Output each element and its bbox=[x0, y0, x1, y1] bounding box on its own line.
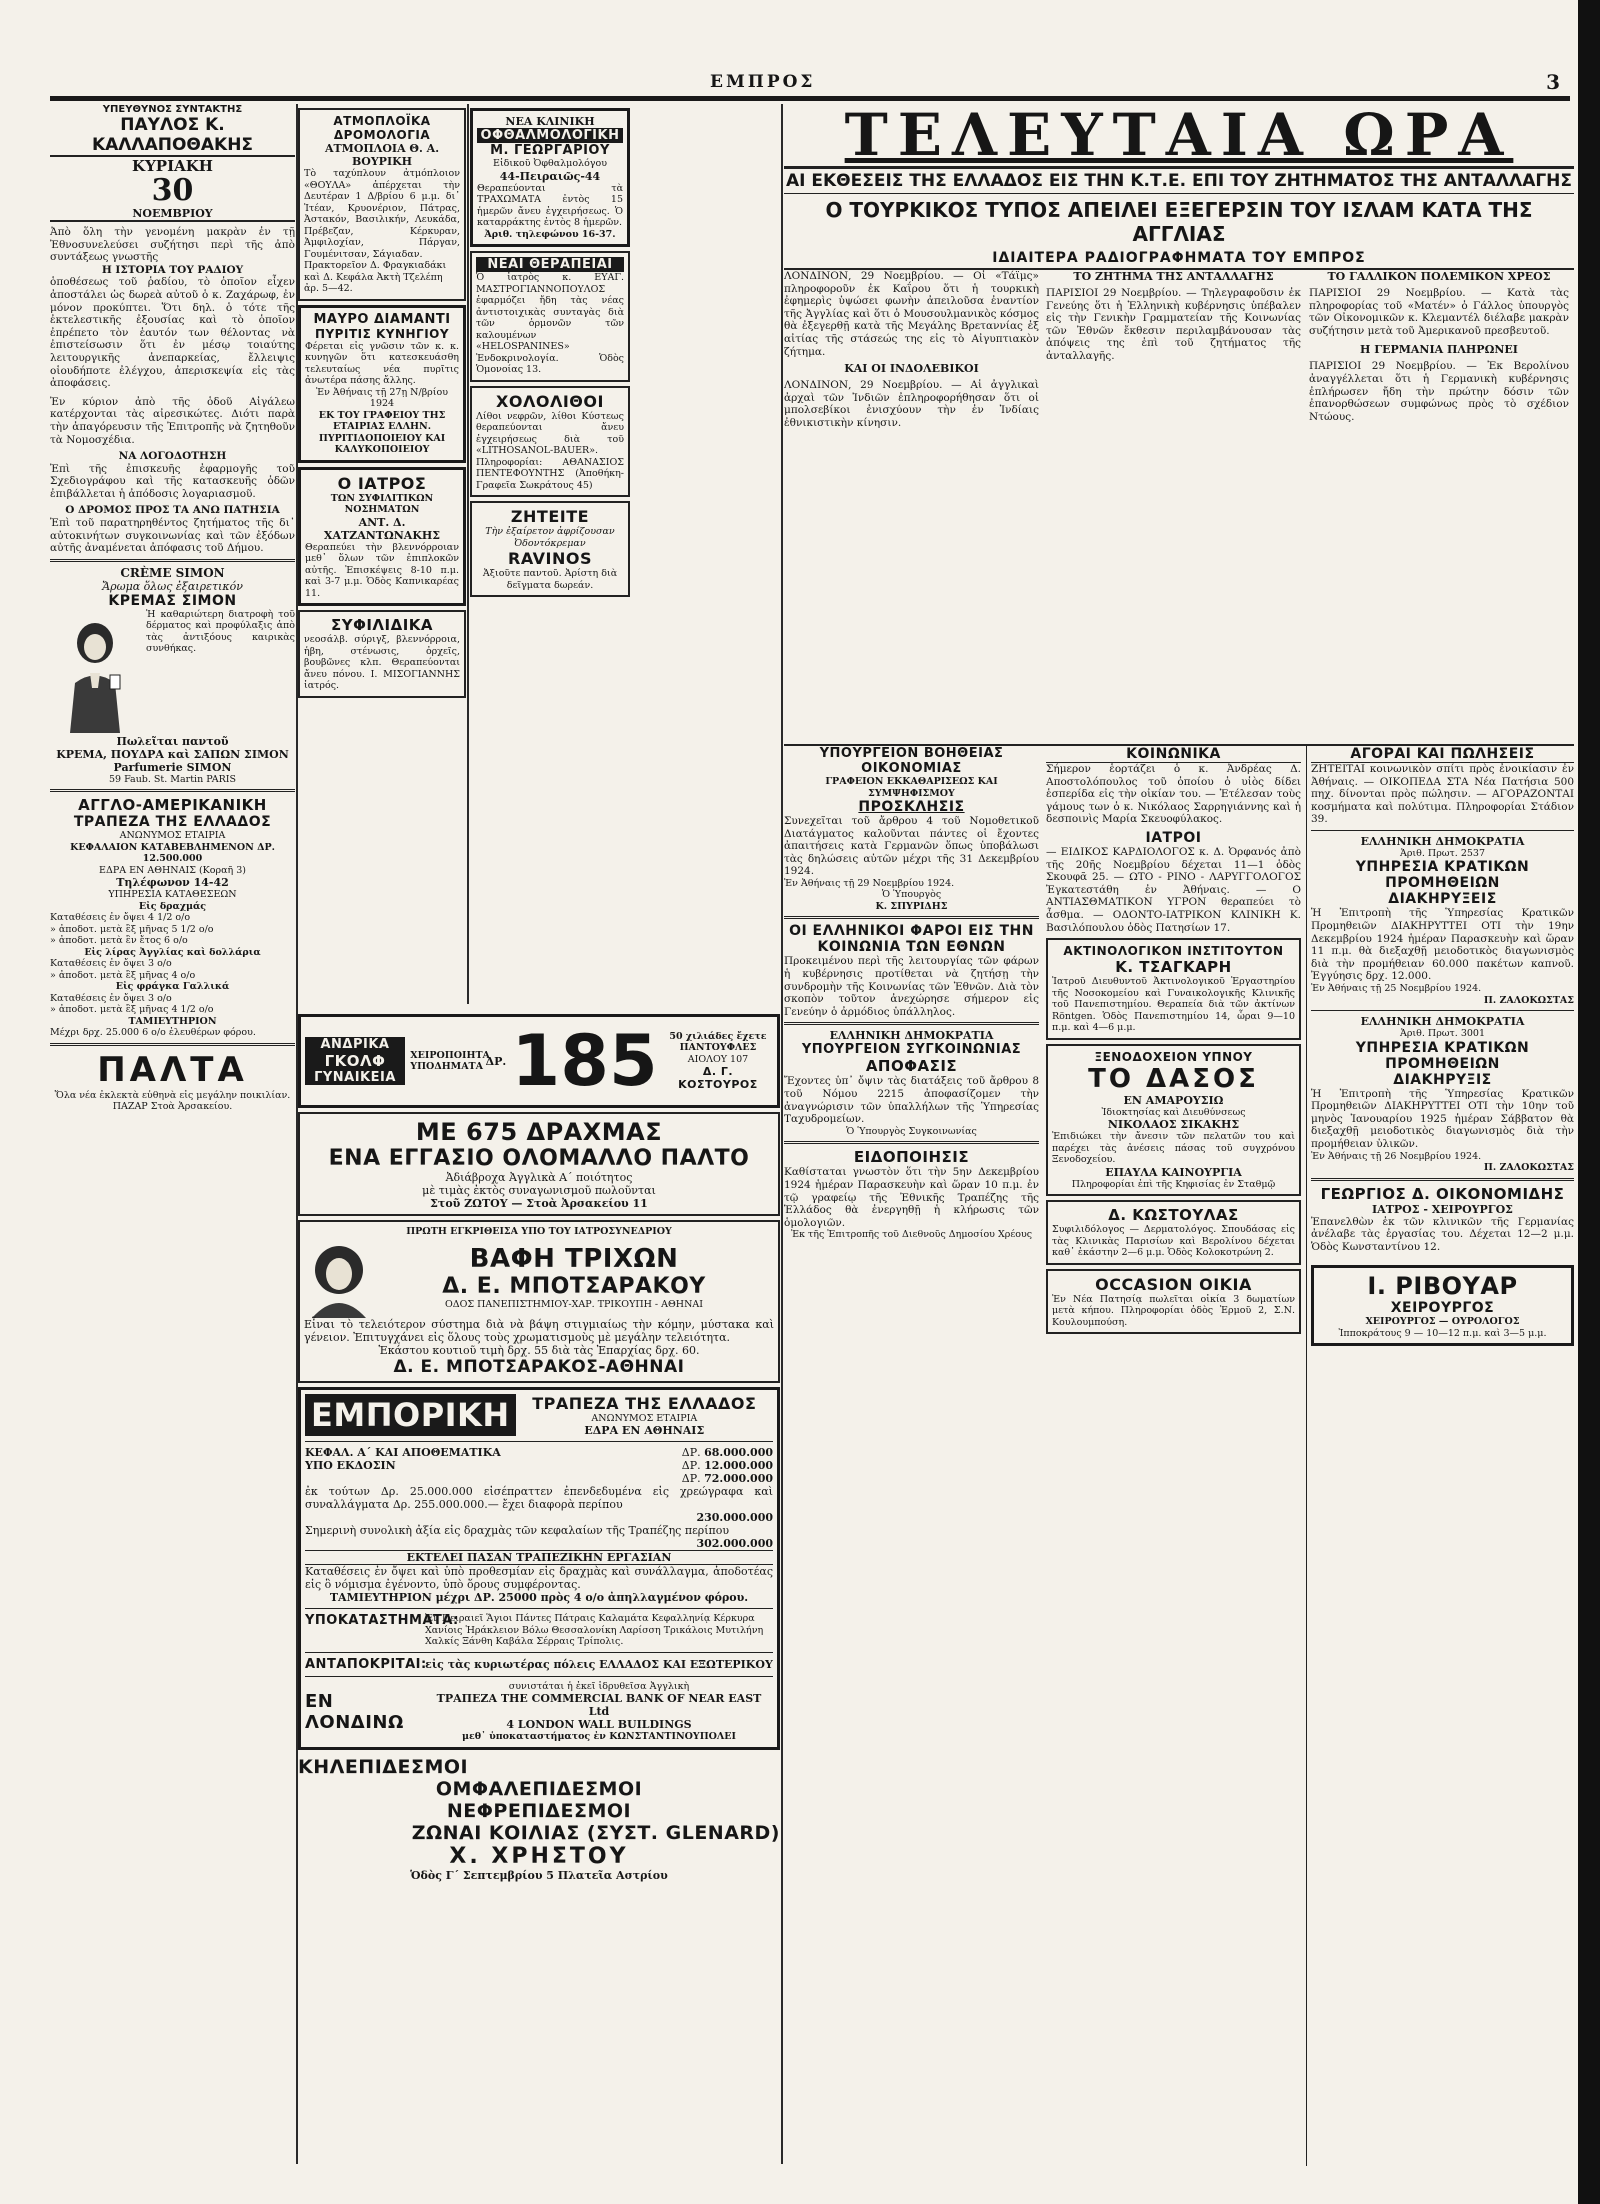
ad-address: ΟΔΟΣ ΠΑΝΕΠΙΣΤΗΜΙΟΥ-ΧΑΡ. ΤΡΙΚΟΥΠΗ - ΑΘΗΝΑΙ bbox=[444, 1299, 704, 1311]
bank-rate-row: Καταθέσεις ἐν ὄψει 4 1/2 ο/ο bbox=[50, 912, 191, 924]
bank-sub: ΑΝΩΝΥΜΟΣ ΕΤΑΙΡΙΑ bbox=[591, 1412, 698, 1424]
headline: ΑΙ ΕΚΘΕΣΕΙΣ ΤΗΣ ΕΛΛΑΔΟΣ ΕΙΣ ΤΗΝ Κ.Τ.Ε. ΕΠΙ ΤΟΥ ΖΗΤΗΜΑΤΟΣ ΤΗΣ ΑΝΤΑΛΛΑΓΗΣ bbox=[784, 166, 1574, 194]
notice-ref: Ἀριθ. Πρωτ. 2537 bbox=[1399, 847, 1486, 859]
hotel-location: ΕΝ ΑΜΑΡΟΥΣΙΩ bbox=[1123, 1093, 1224, 1107]
dermatologist-ad bbox=[1046, 1200, 1301, 1265]
coat-ad bbox=[298, 1112, 780, 1216]
notice-date: Ἐν Ἀθήναις τῇ 26 Νοεμβρίου 1924. bbox=[1311, 1150, 1482, 1162]
bank-title: ΤΡΑΠΕΖΑ ΤΗΣ ΕΛΛΑΔΟΣ bbox=[532, 1393, 757, 1413]
ad-title: OCCASION ΟΙΚΙΑ bbox=[1095, 1274, 1252, 1294]
owner-name: ΝΙΚΟΛΑΟΣ ΣΙΚΑΚΗΣ bbox=[1107, 1118, 1240, 1132]
ad-text: Ἐν Νέα Πατησίᾳ πωλεῖται οἰκία 3 δωματίων μετὰ κήπου. Πληροφορίαι ὁδὸς Ἐρμοῦ 2, Σ.Ν. Κουλουμπούση. bbox=[1052, 1293, 1295, 1328]
doctor-ad bbox=[298, 467, 466, 607]
article-heading: ΤΟ ΖΗΤΗΜΑ ΤΗΣ ΑΝΤΑΛΛΑΓΗΣ bbox=[1073, 270, 1274, 283]
surgeon-ad bbox=[1311, 1265, 1574, 1346]
ad-subtitle: ΑΤΜΟΠΛΟΙΑ Θ. Α. ΒΟΥΡΙΚΗ bbox=[324, 142, 440, 168]
ad-text: Λίθοι νεφρῶν, λίθοι Κύστεως θεραπεύονται ἄνευ ἐγχειρήσεως διὰ τοῦ «LITHOSANOL-BAUER». Πληροφορίαι: ΑΘΑΝΑΣΙΟΣ ΠΕΝΤΕΦΟΥΝΤΗΣ (Ἀποθήκη-Γραφεῖα Σωκράτους 45) bbox=[476, 410, 624, 491]
ad-name: Δ. Ε. ΜΠΟΤΣΑΡΑΚΟΥ bbox=[442, 1274, 706, 1300]
page-number: 3 bbox=[1546, 70, 1560, 94]
london-address: 4 LONDON WALL BUILDINGS bbox=[506, 1718, 692, 1731]
ad-address: Ὁδὸς Γ΄ Σεπτεμβρίου 5 Πλατεῖα Αστρίου bbox=[410, 1868, 668, 1882]
lower-col-2 bbox=[1046, 746, 1301, 1338]
currency: ΔΡ. bbox=[681, 1459, 701, 1472]
notice-title: ΥΠΗΡΕΣΙΑ ΚΡΑΤΙΚΩΝ ΠΡΟΜΗΘΕΙΩΝ bbox=[1355, 859, 1530, 892]
ad-text: Ἀξιοῦτε παντοῦ. Ἀρίστη διὰ δεῖγματα δωρεάν. bbox=[482, 568, 618, 591]
ad-title: Ο ΙΑΤΡΟΣ bbox=[337, 473, 427, 493]
notice-top: ΕΛΛΗΝΙΚΗ ΔΗΜΟΚΡΑΤΙΑ bbox=[829, 1029, 994, 1043]
ad-title: ΚΗΛΕΠΙΔΕΣΜΟΙ bbox=[298, 1755, 469, 1778]
ad-title: ΝΕΑΙ ΘΕΡΑΠΕΙΑΙ bbox=[476, 257, 624, 272]
bank-phone: Τηλέφωνον 14-42 bbox=[116, 876, 229, 890]
cap-label: ΥΠΟ ΕΚΔΟΣΙΝ bbox=[305, 1459, 396, 1472]
ad-text: Ἀδιάβροχα Ἀγγλικὰ Α΄ ποιότητος bbox=[445, 1171, 633, 1184]
palta-text: Ὅλα νέα ἐκλεκτὰ εὐθηνὰ εἰς μεγάλην ποικιλίαν. ΠΑΖΑΡ Στοὰ Ἀρσακείου. bbox=[54, 1089, 291, 1113]
correspondents-text: εἰς τὰς κυριωτέρας πόλεις ΕΛΛΑΔΟΣ ΚΑΙ ΕΞΩΤΕΡΙΚΟΥ bbox=[425, 1657, 773, 1671]
bank-seat: ΕΔΡΑ ΕΝ ΑΘΗΝΑΙΣ bbox=[584, 1424, 705, 1437]
bank-rate-row: Μέχρι δρχ. 25.000 6 ο/ο ἐλευθέρων φόρου. bbox=[50, 1027, 256, 1039]
ad-name: Κ. ΤΣΑΓΚΑΡΗ bbox=[1115, 958, 1232, 977]
doctor-sub: ΧΕΙΡΟΥΡΓΟΣ — ΟΥΡΟΛΟΓΟΣ bbox=[1365, 1316, 1520, 1328]
syphilis-ad bbox=[298, 610, 466, 698]
issue-month: ΝΟΕΜΒΡΙΟΥ bbox=[50, 207, 295, 222]
ad-text: ΕΠΑΥΛΑ ΚΑΙΝΟΥΡΓΙΑ bbox=[1105, 1165, 1242, 1179]
ad-title: ΝΕΦΡΕΠΙΔΕΣΜΟΙ bbox=[446, 1799, 632, 1822]
bank-name: ΕΜΠΟΡΙΚΗ bbox=[305, 1394, 516, 1436]
notice-sign: Κ. ΣΠΥΡΙΔΗΣ bbox=[875, 900, 948, 912]
ad-name: Χ. ΧΡΗΣΤΟΥ bbox=[449, 1843, 629, 1869]
bank-value: 302.000.000 bbox=[696, 1537, 773, 1550]
editor-name: ΠΑΥΛΟΣ Κ. ΚΑΛΛΑΠΟΘΑΚΗΣ bbox=[50, 115, 295, 157]
doctor-title: ΙΑΤΡΟΣ - ΧΕΙΡΟΥΡΓΟΣ bbox=[1372, 1202, 1513, 1216]
notice-sign: Π. ΖΑΛΟΚΩΣΤΑΣ bbox=[1483, 994, 1574, 1006]
woman-portrait-illustration bbox=[304, 1238, 374, 1318]
bank-value: 230.000.000 bbox=[696, 1511, 773, 1524]
bank-rate-row: » ἀποδοτ. μετὰ ἓν ἔτος 6 ο/ο bbox=[50, 935, 188, 947]
article-text: ΛΟΝΔΙΝΟΝ, 29 Νοεμβρίου. — Αἱ ἀγγλικαὶ ἀρχαὶ τῶν Ἰνδιῶν ἐπληροφορήθησαν ὅτι οἱ μπολσεβίκοι ἐνισχύουν τὴν ἐν Ἰνδίαις ἐθνικιστικὴν κίνησιν. bbox=[784, 379, 1039, 429]
ad-text: Συφιλιδόλογος — Δερματολόγος. Σπουδάσας εἰς τὰς Κλινικὰς Παρισίων καὶ Βερολίνου δέχεται καθ᾿ ἑκάστην 2—6 μ.μ. Ὁδὸς Κολοκοτρώνη 2. bbox=[1052, 1224, 1295, 1259]
branches-list: Ἐν Πειραιεῖ Ἅγιοι Πάντες Πάτραις Καλαμάτα Κεφαλληνίᾳ Κέρκυρα Χανίοις Ἡράκλειον Βόλω Θεσσαλονίκη Λαρίσση Τρικάλοις Μυτιλήνη Χαλκίς Ξάνθη Καβάλα Σέρραις Τρίπολις. bbox=[425, 1613, 764, 1647]
ad-subtitle: ΠΥΡΙΤΙΣ ΚΥΝΗΓΙΟΥ bbox=[314, 326, 450, 341]
house-ad bbox=[1046, 1269, 1301, 1335]
ad-title: ΜΑΥΡΟ ΔΙΑΜΑΝΤΙ bbox=[313, 311, 451, 327]
ad-text: ΑΝΔΡΙΚΑ bbox=[305, 1037, 405, 1052]
ad-title: ΖΗΤΕΙΤΕ bbox=[510, 507, 590, 526]
notice-text: Ἡ Ἐπιτροπὴ τῆς Ὑπηρεσίας Κρατικῶν Προμηθειῶν ΔΙΑΚΗΡΥΤΤΕΙ ΟΤΙ τὴν 19ην Δεκεμβρίου 1924 ἡμέραν Παρασκευὴν καὶ ὥραν 11 π.μ. θὰ διεξαχθῇ μειοδοτικὸς διαγωνισμὸς διὰ τὴν προμήθειαν 60.000 πακέτων καπνοῦ. Ἐγγύησις δρχ. 12.000. bbox=[1311, 907, 1574, 983]
bank-sub: ΑΝΩΝΥΜΟΣ ΕΤΑΙΡΙΑ bbox=[119, 830, 226, 842]
ad-heading: CRÈME SIMON bbox=[120, 565, 225, 580]
bank-rate-row: Εἰς λίρας Ἀγγλίας καὶ δολλάρια bbox=[84, 946, 261, 958]
doctor-name: Μ. ΓΕΩΡΓΑΡΙΟΥ bbox=[490, 143, 610, 158]
ad-title: ΟΜΦΑΛΕΠΙΔΕΣΜΟΙ bbox=[435, 1777, 643, 1800]
ad-text: Εἰδικοῦ Ὀφθαλμολόγου bbox=[493, 158, 607, 169]
ad-text: Ἐπιδιώκει τὴν ἄνεσιν τῶν πελατῶν του καὶ παρέχει τὰς ἀνέσεις πάσας τοῦ συγχρόνου Ξενοδοχείου. bbox=[1052, 1131, 1295, 1166]
notice-heading: ΔΙΑΚΗΡΥΞΕΙΣ bbox=[1388, 891, 1497, 908]
doctor-name: ΑΝΤ. Δ. ΧΑΤΖΑΝΤΩΝΑΚΗΣ bbox=[323, 515, 441, 542]
ad-footer: Δ. Ε. ΜΠΟΤΣΑΡΑΚΟΣ-ΑΘΗΝΑΙ bbox=[393, 1356, 685, 1377]
article-heading: Η ΙΣΤΟΡΙΑ ΤΟΥ ΡΑΔΙΟΥ bbox=[101, 263, 244, 276]
shoes-ad bbox=[298, 1014, 780, 1108]
bank-rate-row: Εἰς δραχμάς bbox=[138, 900, 207, 912]
notice-text: Ἔχοντες ὑπ᾿ ὄψιν τὰς διατάξεις τοῦ ἄρθρου 8 τοῦ Νόμου 2215 ἀποφασίζομεν τὴν ἀναγνώρισιν τῶν ὑπαλλήλων τῆς Ὑπηρεσίας Ταχυδρομείων. bbox=[784, 1075, 1039, 1126]
notice-text: Συνεχεῖται τοῦ ἄρθρου 4 τοῦ Νομοθετικοῦ Διατάγματος καλοῦνται πάντες οἱ ἔχοντες ἀπαιτήσεις κατὰ Γερμανῶν ὅπως ὑποβάλωσι τὰς δηλώσεις αὐτῶν μέχρι τῆς 31 Δεκεμβρίου 1924. bbox=[784, 815, 1039, 878]
main-news-area bbox=[784, 101, 1574, 2164]
ad-text: Εἶναι τὸ τελειότερον σύστημα διὰ νὰ βάψη στιγμιαίως τὴν κόμην, μύστακα καὶ γένειον. Ἐπιτυγχάνει εἰς ὅλους τοὺς χρωματισμοὺς μὲ μεγάλην τελειότητα. bbox=[304, 1317, 774, 1344]
notice-ref: Ἀριθ. Πρωτ. 3001 bbox=[1399, 1028, 1486, 1040]
news-col-2 bbox=[1046, 270, 1301, 363]
page-headline: ΤΕΛΕΥΤΑΙΑ ΩΡΑ bbox=[844, 101, 1514, 169]
ad-address: Στοῦ ΖΩΤΟΥ — Στοὰ Ἀρσακείου 11 bbox=[430, 1197, 648, 1210]
article-text: ΛΟΝΔΙΝΟΝ, 29 Νοεμβρίου. — Οἱ «Τάϊμς» πληροφοροῦν ἐκ Καΐρου ὅτι ἡ τουρκικὴ ἐφημερὶς ὑψώσει φωνὴν ἀπειλοῦσα ἐναντίον τῆς Ἀγγλίας καὶ ὅτι ὁ Μουσουλμανικὸς κόσμος θὰ ἐξεγερθῇ κατὰ τῆς Μεγάλης Βρεταννίας ἐξ αἰτίας τῆς στάσεώς της εἰς τὸ Αἰγυπτιακὸν ζήτημα. bbox=[784, 270, 1039, 358]
section-heading: ΙΑΤΡΟΙ bbox=[1145, 829, 1202, 846]
doctor-text: Ἐπανελθὼν ἐκ τῶν κλινικῶν τῆς Γερμανίας ἀνέλαβε τὰς ἐργασίας του. Δέχεται 12—2 μ.μ. Ὁδὸς Κωνσταντίνου 12. bbox=[1311, 1215, 1574, 1253]
price-value: 185 bbox=[511, 1020, 658, 1102]
ad-left bbox=[305, 1037, 405, 1085]
bank-rate-row: ΤΑΜΙΕΥΤΗΡΙΟΝ bbox=[128, 1015, 217, 1027]
article-text: ὁποθέσεως τοῦ ῥαδίου, τὸ ὁποῖον εἶχεν ἀποστάλει ὡς δωρεὰ αὐτοῦ ὁ κ. Ζαχάρωφ, ἐν μόνον προκύπτει. Ὅτι δηλ. ὁ τότε τῆς ἐκτελεστικῆς ἐξουσίας καὶ τὸ ὁποῖον ἐπρέπετο τὸν ἑαυτόν των θέλοντας νὰ ἐπιστείσωσιν ὅτι ἐν μέσῳ τοιαύτης λειτουργικῆς ἀνεπαρκείας, ἔλλειψις οἱουδήποτε ἐλέγχου, ἀπερισκεψία εἰς τὰς ἀποφάσεις. bbox=[50, 276, 295, 390]
doctor-title: ΧΕΙΡΟΥΡΓΟΣ bbox=[1390, 1300, 1495, 1317]
bank-text: Καταθέσεις ἐν ὄψει καὶ ὑπὸ προθεσμίαν εἰς δραχμὰς καὶ συνάλλαγμα, ἀποδοτέας εἰς ὃ νόμισμα ἐγένοντο, ὑπὸ ὅρους συμφέροντας. bbox=[305, 1565, 773, 1591]
scan-edge bbox=[1578, 0, 1600, 2204]
ad-top: ΠΡΩΤΗ ΕΓΚΡΙΘΕΙΣΑ ΥΠΟ ΤΟΥ ΙΑΤΡΟΣΥΝΕΔΡΙΟΥ bbox=[406, 1226, 672, 1237]
currency: ΔΡ. bbox=[681, 1472, 701, 1485]
ad-text: Parfumerie SIMON bbox=[113, 760, 232, 774]
shop-name: Δ. Γ. ΚΟΣΤΟΥΡΟΣ bbox=[678, 1065, 758, 1092]
ad-text: 50 χιλιάδες ἔχετε ΠΑΝΤΟΥΦΛΕΣ bbox=[669, 1030, 767, 1054]
ad-title: ΜΕ 675 ΔΡΑΧΜΑΣ bbox=[415, 1118, 663, 1146]
notice-date: Ἐν Ἀθήναις τῇ 29 Νοεμβρίου 1924. bbox=[784, 877, 955, 889]
newspaper-name: ΕΜΠΡΟΣ bbox=[710, 72, 816, 92]
notice-title: ΥΠΗΡΕΣΙΑ ΚΡΑΤΙΚΩΝ ΠΡΟΜΗΘΕΙΩΝ bbox=[1355, 1039, 1530, 1072]
bank-text: ἐκ τούτων Δρ. 25.000.000 εἰσέπραττεν ἐπενδεδυμένα εἰς χρεώγραφα καὶ συναλλάγματα Δρ. 255.000.000.— ἔχει διαφορὰ περίπου bbox=[305, 1485, 773, 1511]
ad-body bbox=[374, 1244, 774, 1311]
steamship-ad bbox=[298, 108, 466, 301]
ad-text: Ἰδιοκτησίας καὶ Διευθύνσεως bbox=[1101, 1106, 1246, 1118]
masthead bbox=[50, 70, 1570, 101]
column-rule bbox=[781, 104, 783, 2164]
bank-title: ΑΓΓΛΟ-ΑΜΕΡΙΚΑΝΙΚΗ bbox=[78, 796, 267, 815]
doctor-name: Ι. ΡΙΒΟΥΑΡ bbox=[1367, 1272, 1518, 1301]
notice-top: ΕΛΛΗΝΙΚΗ ΔΗΜΟΚΡΑΤΙΑ bbox=[1360, 834, 1525, 848]
bank-service: ΥΠΗΡΕΣΙΑ ΚΑΤΑΘΕΣΕΩΝ bbox=[108, 889, 237, 901]
hotel-name: ΤΟ ΔΑΣΟΣ bbox=[1088, 1063, 1259, 1094]
ad-text: ΓΥΝΑΙΚΕΙΑ bbox=[305, 1070, 405, 1085]
ad-text: Φέρεται εἰς γνῶσιν τῶν κ. κ. κυνηγῶν ὅτι κατεσκευάσθη τελευταίως νέα πυρῖτις ἀνωτέρα πάσης ἄλλης. bbox=[305, 340, 459, 386]
article-heading: ΝΑ ΛΟΓΟΔΟΤΗΣΗ bbox=[118, 450, 227, 463]
news-columns bbox=[784, 270, 1574, 735]
correspondents-label: ΑΝΤΑΠΟΚΡΙΤΑΙ: bbox=[305, 1656, 427, 1672]
ad-text: Ἐν Ἀθήναις τῇ 27ῃ Ν/βρίου 1924 bbox=[315, 386, 448, 409]
truss-ad bbox=[298, 1756, 780, 1882]
ad-text: ΚΡΕΜΑ, ΠΟΥΔΡΑ καὶ ΣΑΠΩΝ ΣΙΜΟΝ bbox=[56, 747, 289, 761]
news-col-3 bbox=[1309, 270, 1569, 423]
bank-savings: ΤΑΜΙΕΥΤΗΡΙΟΝ μέχρι ΔΡ. 25000 πρὸς 4 ο/ο ἀπηλλαγμένον φόρου. bbox=[329, 1591, 749, 1604]
doctor-hours: Ἰπποκράτους 9 — 10—12 π.μ. καὶ 3—5 μ.μ. bbox=[1338, 1327, 1547, 1339]
ad-title: ΖΩΝΑΙ ΚΟΙΛΙΑΣ (ΣΥΣΤ. GLENARD) bbox=[411, 1821, 780, 1844]
therapy-ad bbox=[470, 251, 630, 382]
toothpaste-ad bbox=[470, 501, 630, 597]
notice-top: ΕΛΛΗΝΙΚΗ ΔΗΜΟΚΡΑΤΙΑ bbox=[1360, 1015, 1525, 1029]
ad-text: μὲ τιμὰς ἐκτὸς συναγωνισμοῦ πωλοῦνται bbox=[422, 1184, 656, 1197]
ad-title: ΟΦΘΑΛΜΟΛΟΓΙΚΗ bbox=[477, 128, 623, 143]
ad-text: νεοσάλβ. σύριγξ, βλεννόρροια, ἡβη, στένωσις, ὀρχεῖς, βουβῶνες κλπ. Θεραπεύονται ἄνευ πόνου. Ι. ΜΙΣΟΓΙΑΝΝΗΣ ἰατρός. bbox=[304, 634, 460, 691]
article-text: Ἐν κύριον ἀπὸ τῆς ὁδοῦ Αἰγάλεω κατέρχονται τὰς αἰρεσικώτες. Διότι παρὰ τὴν ἀπαγόρευσιν τῆς Ἐπιτροπῆς νὰ ζητηθοῦν τὰ Νομοσχέδια. bbox=[50, 395, 295, 446]
ad-top: ΝΕΑ ΚΛΙΝΙΚΗ bbox=[505, 115, 595, 128]
ad-title: ΣΥΦΙΛΙΔΙΚΑ bbox=[330, 616, 434, 634]
section-heading: ΑΓΟΡΑΙ ΚΑΙ ΠΩΛΗΣΕΙΣ bbox=[1311, 746, 1574, 763]
notice-heading: ΑΠΟΦΑΣΙΣ bbox=[865, 1057, 958, 1076]
section-heading: ΚΟΙΝΩΝΙΚΑ bbox=[1046, 746, 1301, 763]
column-1 bbox=[50, 104, 295, 2164]
bank-rate-row: Καταθέσεις ἐν ὄψει 3 ο/ο bbox=[50, 958, 172, 970]
ad-title: ΧΟΛΟΛΙΘΟΙ bbox=[496, 391, 604, 411]
article-text: Ἐπὶ τοῦ παρατηρηθέντος ζητήματος τῆς δι᾿ αὐτοκινήτων συγκοινωνίας καὶ τῶν ἐξόδων αὐτῆς ἀναμένεται ἀπόφασις τοῦ Δήμου. bbox=[50, 517, 295, 555]
ad-text: Πωλεῖται παντοῦ bbox=[116, 734, 229, 748]
article-text: ΠΑΡΙΣΙΟΙ 29 Νοεμβρίου. — Τηλεγραφοῦσιν ἐκ Γενεύης ὅτι ἡ Ἑλληνικὴ κυβέρνησις ὑπέβαλεν εἰς τὴν Γενικὴν Γραμματείαν τῆς Κοινωνίας τῶν Ἐθνῶν ἔκθεσιν περιλαμβάνουσαν τὰς ἀπόψεις της ἐπὶ τοῦ ζητήματος τῆς ἀνταλλαγῆς. bbox=[1046, 287, 1301, 362]
capital-value: 68.000.000 bbox=[704, 1446, 773, 1459]
issue-day: ΚΥΡΙΑΚΗ bbox=[132, 157, 213, 175]
notice-date: Ἐν Ἀθήναις τῇ 25 Νοεμβρίου 1924. bbox=[1311, 983, 1482, 995]
social-text: Σήμερον ἑορτάζει ὁ κ. Ἀνδρέας Δ. Αποστολόπουλος τοῦ ὁποίου ὁ υἱὸς δίδει ἑσπερίδα εἰς τὴν οἰκίαν του. — Ἐτέλεσαν τοὺς γάμους των ὁ κ. Νικόλαος Σαρρηγιάννης καὶ ἡ δεσποινὶς Μαρία Σκευοφύλακος. bbox=[1046, 763, 1301, 826]
lower-col-3 bbox=[1306, 746, 1574, 2166]
bank-capital: ΚΕΦΑΛΑΙΟΝ ΚΑΤΑΒΕΒΛΗΜΕΝΟΝ ΔΡ. 12.500.000 bbox=[70, 841, 275, 865]
article-heading: ΚΑΙ ΟΙ ΙΝΔΟΛΕΒΙΚΟΙ bbox=[844, 362, 979, 376]
capital-value: 12.000.000 bbox=[704, 1459, 773, 1472]
article-text: ΠΑΡΙΣΙΟΙ 29 Νοεμβρίου. — Ἐκ Βερολίνου ἀναγγέλλεται ὅτι ἡ Γερμανικὴ κυβέρνησις ἐπλήρωσεν ἤδη τὴν πρώτην δόσιν τῶν ἐπανορθώσεων συμφώνως πρὸς τὸ σχέδιον Ντώους. bbox=[1309, 360, 1569, 423]
price-currency: ΔΡ. bbox=[485, 1054, 507, 1068]
commercial-bank-ad bbox=[298, 1387, 780, 1750]
bank-seat: ΕΔΡΑ ΕΝ ΑΘΗΝΑΙΣ (Κοραῆ 3) bbox=[99, 864, 246, 876]
cap-label: ΚΕΦΑΛ. Α΄ ΚΑΙ ΑΠΟΘΕΜΑΤΙΚΑ bbox=[305, 1446, 501, 1459]
london-text: συνιστάται ἡ ἐκεῖ ἱδρυθεῖσα Ἀγγλικὴ bbox=[508, 1680, 690, 1692]
ad-text: Ἡ καθαριώτερη διατροφὴ τοῦ δέρματος καὶ προφύλαξις ἀπὸ τὰς ἀντιξόους καιρικὰς συνθήκας. bbox=[146, 608, 295, 655]
ad-text: ΕΚ ΤΟΥ ΓΡΑΦΕΙΟΥ ΤΗΣ ΕΤΑΙΡΙΑΣ ΕΛΛΗΝ. ΠΥΡΙΤΙΔΟΠΟΙΕΙΟΥ ΚΑΙ ΚΑΛΥΚΟΠΟΙΕΙΟΥ bbox=[318, 409, 446, 455]
notice-heading: ΕΙΔΟΠΟΙΗΣΙΣ bbox=[853, 1148, 970, 1167]
notice-heading: ΠΡΟΣΚΛΗΣΙΣ bbox=[858, 799, 965, 815]
lower-col-1 bbox=[784, 746, 1039, 1241]
palta-title: ΠΑΛΤΑ bbox=[97, 1049, 248, 1090]
ad-text: 59 Faub. St. Martin PARIS bbox=[108, 773, 237, 785]
notice-heading: ΔΙΑΚΗΡΥΞΙΣ bbox=[1393, 1071, 1492, 1088]
bank-rates-list bbox=[50, 901, 295, 1039]
ad-top: ΞΕΝΟΔΟΧΕΙΟΝ ΥΠΝΟΥ bbox=[1094, 1049, 1253, 1064]
ad-text: ΧΕΙΡΟΠΟΙΗΤΑ ΥΠΟΔΗΜΑΤΑ bbox=[410, 1049, 490, 1072]
article-heading: ΤΟ ΓΑΛΛΙΚΟΝ ΠΟΛΕΜΙΚΟΝ ΧΡΕΟΣ bbox=[1327, 270, 1551, 283]
ad-title: ΑΤΜΟΠΛΟΪΚΑ ΔΡΟΜΟΛΟΓΙΑ bbox=[333, 114, 431, 142]
bank-title: ΤΡΑΠΕΖΑ ΤΗΣ ΕΛΛΑΔΟΣ bbox=[73, 814, 272, 831]
branches-label: ΥΠΟΚΑΤΑΣΤΗΜΑΤΑ: bbox=[305, 1613, 459, 1628]
notice-sign: Ἐκ τῆς Ἐπιτροπῆς τοῦ Διεθνοῦς Δημοσίου Χρέους bbox=[790, 1229, 1033, 1241]
notice-sign: Ὁ Ὑπουργὸς bbox=[881, 889, 942, 901]
lower-columns bbox=[784, 744, 1574, 2166]
issue-day-number: 30 bbox=[151, 173, 194, 208]
headline: Ο ΤΟΥΡΚΙΚΟΣ ΤΥΠΟΣ ΑΠΕΙΛΕΙ ΕΞΕΓΕΡΣΙΝ ΤΟΥ ΙΣΛΑΜ ΚΑΤΑ ΤΗΣ ΑΓΓΛΙΑΣ bbox=[825, 198, 1533, 246]
headline-sub: ΙΔΙΑΙΤΕΡΑ ΡΑΔΙΟΓΡΑΦΗΜΑΤΑ ΤΟΥ ΕΜΠΡΟΣ bbox=[784, 250, 1574, 270]
notice-sign: Π. ΖΑΛΟΚΩΣΤΑΣ bbox=[1483, 1162, 1574, 1173]
ad-address: 44-Πειραιῶς-44 bbox=[499, 169, 601, 183]
wide-ads bbox=[298, 1010, 780, 1882]
ad-address: ΑΙΟΛΟΥ 107 bbox=[687, 1053, 749, 1065]
london-label: ΕΝ ΛΟΝΔΙΝΩ bbox=[305, 1690, 404, 1733]
eye-clinic-ad bbox=[470, 108, 630, 247]
ad-price: Ἑκάστου κουτιοῦ τιμὴ δρχ. 55 διὰ τὰς Ἐπαρχίας δρχ. 60. bbox=[378, 1343, 700, 1357]
london-branch: μεθ᾿ ὑποκαταστήματος ἐν ΚΩΝΣΤΑΝΤΙΝΟΥΠΟΛΕΙ bbox=[462, 1731, 736, 1742]
bank-rate-row: Καταθέσεις ἐν ὄψει 3 ο/ο bbox=[50, 992, 172, 1004]
ad-text: Πρακτορεῖον Δ. Φραγκιαδάκι καὶ Δ. Κεφάλα Ἀκτὴ Τζελέπη ἀρ. 5—42. bbox=[304, 260, 447, 294]
ad-title: ΑΚΤΙΝΟΛΟΓΙΚΟΝ ΙΝΣΤΙΤΟΥΤΟΝ bbox=[1063, 944, 1284, 959]
currency: ΔΡ. bbox=[681, 1446, 701, 1459]
bank-rate-row: » ἀποδοτ. μετὰ ἓξ μῆνας 4 1/2 ο/ο bbox=[50, 1004, 214, 1016]
ad-subheading: Ἄρωμα ὅλως ἐξαιρετικόν bbox=[102, 579, 243, 593]
hotel-ad bbox=[1046, 1044, 1301, 1197]
article-text: Προκειμένου περὶ τῆς λειτουργίας τῶν φάρων ἡ κυβέρνησις προτίθεται νὰ ζητήσῃ τὴν συνδρομὴν τῆς Κοινωνίας τῶν Ἐθνῶν. Διὰ τὸν σκοπὸν τοῦτον ἀνεχώρησε σήμερον εἰς Γενεύην ὁ ἀρμόδιος ὑπάλληλος. bbox=[784, 955, 1039, 1018]
ad-text: Πληροφορίαι ἐπὶ τῆς Κηφισίας ἐν Σταθμῷ bbox=[1071, 1178, 1276, 1190]
bank-text: Σημερινὴ συνολικὴ ἀξία εἰς δραχμὰς τῶν κεφαλαίων τῆς Τραπέζης περίπου bbox=[305, 1524, 730, 1537]
editor-label: ΥΠΕΥΘΥΝΟΣ ΣΥΝΤΑΚΤΗΣ bbox=[102, 104, 243, 115]
article-heading: Ο ΔΡΟΜΟΣ ΠΡΟΣ ΤΑ ΑΝΩ ΠΑΤΗΣΙΑ bbox=[65, 504, 280, 517]
column-rule bbox=[467, 104, 469, 1004]
article-heading: Η ΓΕΡΜΑΝΙΑ ΠΛΗΡΩΝΕΙ bbox=[1360, 343, 1518, 357]
gunpowder-ad bbox=[298, 305, 466, 463]
ad-subtitle: ΤΩΝ ΣΥΦΙΛΙΤΙΚΩΝ ΝΟΣΗΜΑΤΩΝ bbox=[330, 492, 434, 515]
doctors-text: — ΕΙΔΙΚΟΣ ΚΑΡΔΙΟΛΟΓΟΣ κ. Δ. Ὀρφανός ἀπὸ τῆς 20ῆς Νοεμβρίου δέχεται 11—1 ὁδὸς Σκουφᾶ 25. — ΩΤΟ - ΡΙΝΟ - ΛΑΡΥΓΓΟΛΟΓΟΣ Ἐγκατεστάθη ἐν Ἀθήναις. — Ο ΑΝΤΙΑΣΘΜΑΤΙΚΟΝ ΥΓΡΟΝ θεραπεύει τὸ ἆσθμα. — ΟΔΟΝΤΟ-ΙΑΤΡΙΚΟΝ ΚΛΙΝΙΚΗ Κ. Βασιλόπουλου ὁδὸς Πατησίων 17. bbox=[1046, 845, 1301, 934]
classifieds-text: ΖΗΤΕΙΤΑΙ κοινωνικὸν σπίτι πρὸς ἐνοικίασιν ἐν Ἀθήναις. — ΟΙΚΟΠΕΔΑ ΣΤΑ Νέα Πατήσια 500 πηχ. δίνονται πρὸς πώλησιν. — ΑΓΟΡΑΖΟΝΤΑΙ κοσμήματα καὶ πολύτιμα. Πληροφορίαι Στάδιον 39. bbox=[1311, 763, 1574, 826]
london-bank: ΤΡΑΠΕΖΑ THE COMMERCIAL BANK OF NEAR EAST Ltd bbox=[436, 1692, 762, 1718]
woman-illustration bbox=[50, 613, 140, 733]
gallstone-ad bbox=[470, 386, 630, 498]
ad-text: Ἰατροῦ Διευθυντοῦ Ἀκτινολογικοῦ Ἐργαστηρίου τῆς Νοσοκομείου καὶ Γυναικολογικῆς Κλινικῆς τοῦ Πανεπιστημίου. Θεραπεία διὰ τῶν ἀκτίνων Röntgen. Ὁδὸς Πανεπιστημίου 14, ὧραι 9—10 π.μ. καὶ 4—6 μ.μ. bbox=[1052, 976, 1295, 1034]
bank-rate-row: Εἰς φράγκα Γαλλικά bbox=[115, 981, 230, 993]
xray-ad bbox=[1046, 938, 1301, 1040]
brand-name: RAVINOS bbox=[508, 549, 592, 568]
doctor-name: ΓΕΩΡΓΙΟΣ Δ. ΟΙΚΟΝΟΜΙΔΗΣ bbox=[1320, 1184, 1565, 1203]
ad-title: ΕΝΑ ΕΓΓΑΣΙΟ ΟΛΟΜΑΛΛΟ ΠΑΛΤΟ bbox=[328, 1146, 750, 1171]
ad-text: Ὁ ἰατρὸς κ. ΕΥΑΓ. ΜΑΣΤΡΟΓΙΑΝΝΟΠΟΥΛΟΣ ἐφαρμόζει ἤδη τὰς νέας ἀντιστοιχικὰς συνταγὰς διὰ τῶν ὁρμονῶν τῶν καλουμένων «HELOSPANINES» Ἐνδοκρινολογία. Ὁδὸς Ὁμονοίας 13. bbox=[476, 272, 624, 375]
ad-right bbox=[663, 1031, 773, 1092]
ad-text: Θεραπεύει τὴν βλεννόρροιαν μεθ᾿ ὅλων τῶν ἐπιπλοκῶν αὐτῆς. Ἐπισκέψεις 8-10 π.μ. καὶ 3-7 μ.μ. Ὁδὸς Καπνικαρέας 11. bbox=[305, 541, 459, 599]
bank-works: ΕΚΤΕΛΕΙ ΠΑΣΑΝ ΤΡΑΠΕΖΙΚΗΝ ΕΡΓΑΣΙΑΝ bbox=[305, 1550, 773, 1565]
ad-text: Θεραπεύονται τὰ ΤΡΑΧΩΜΑΤΑ ἐντὸς 15 ἡμερῶν ἄνευ ἐγχειρήσεως. Ὁ καταρράκτης ἐντὸς 8 ἡμερῶν. bbox=[477, 182, 623, 228]
notice-text: Καθίσταται γνωστὸν ὅτι τὴν 5ην Δεκεμβρίου 1924 ἡμέραν Παρασκευὴν καὶ ὥραν 10 π.μ. ἐν τῷ γραφείῳ τῆς Ἐθνικῆς Τραπέζης τῆς Ἑλλάδος θὰ ἐνεργηθῇ ἡ κλήρωσις τῶν ὁμολογιῶν. bbox=[784, 1166, 1039, 1229]
news-col-1 bbox=[784, 270, 1039, 430]
notice-title: ΥΠΟΥΡΓΕΙΟΝ ΣΥΓΚΟΙΝΩΝΙΑΣ bbox=[801, 1042, 1022, 1058]
ad-subtitle: Τὴν ἐξαίρετον ἀφρίζουσαν Ὀδοντόκρεμαν bbox=[485, 526, 615, 549]
article-text: ΠΑΡΙΣΙΟΙ 29 Νοεμβρίου. — Κατὰ τὰς πληροφορίας τοῦ «Ματέν» ὁ Γάλλος ὑπουργὸς τῶν Οἰκονομικῶν κ. Κλεμαντέλ διέλαβε μακρὰν συζήτησιν μετὰ τοῦ Ἀμερικανοῦ πρεσβευτοῦ. bbox=[1309, 287, 1569, 337]
doctor-name: Δ. ΚΩΣΤΟΥΛΑΣ bbox=[1108, 1206, 1239, 1225]
article-text: Ἐπὶ τῆς ἐπισκευῆς ἐφαρμογῆς τοῦ Σχεδιογράφου καὶ τῆς κατασκευῆς ὁδῶν ἐπιβάλλεται ἡ ἀπόδοσις λογαριασμοῦ. bbox=[50, 462, 295, 500]
ad-title: ΒΑΦΗ ΤΡΙΧΩΝ bbox=[469, 1244, 679, 1275]
notice-title: ΥΠΟΥΡΓΕΙΟΝ ΒΟΗΘΕΙΑΣ ΟΙΚΟΝΟΜΙΑΣ bbox=[819, 746, 1004, 776]
article-text: Ἀπὸ ὅλη τὴν γενομένη μακρὰν ἐν τῇ Ἐθνοσυνελεύσει συζήτησι περὶ τῆς ἀπὸ συντάξεως γνωστῆς bbox=[50, 226, 295, 264]
bank-rate-row: » ἀποδοτ. μετὰ ἓξ μῆνας 5 1/2 ο/ο bbox=[50, 923, 214, 935]
ad-text: ΓΚΟΛΦ bbox=[305, 1052, 405, 1070]
capital-value: 72.000.000 bbox=[704, 1472, 773, 1485]
notice-sub: ΓΡΑΦΕΙΟΝ ΕΚΚΑΘΑΡΙΣΕΩΣ ΚΑΙ ΣΥΜΨΗΦΙΣΜΟΥ bbox=[825, 776, 998, 799]
notice-text: Ἡ Ἐπιτροπὴ τῆς Ὑπηρεσίας Κρατικῶν Προμηθειῶν ΔΙΑΚΗΡΥΤΤΕΙ ΟΤΙ τὴν 10ην τοῦ μηνὸς Ἰανουαρίου 1925 ἡμέραν Σάββατον θὰ διεξαχθῇ μειοδοτικὸς διαγωνισμὸς διὰ τὴν προμήθειαν ὑλικῶν. bbox=[1311, 1087, 1574, 1150]
ad-text: Τὸ ταχύπλουν ἀτμόπλοιον «ΘΟΥΛΑ» ἀπέρχεται τὴν Δευτέραν 1 Δ/βρίου 6 μ.μ. δι᾿ Ἰτέαν, Κρυονέριον, Πάτρας, Ἀστακόν, Βασιλικήν, Λευκάδα, Πρέβεζαν, Κέρκυραν, Ἀμφιλοχίαν, Πάργαν, Γουμένιτσαν, Σάγιαδαν. bbox=[304, 168, 460, 260]
ad-title: ΚΡΕΜΑΣ ΣΙΜΟΝ bbox=[108, 592, 237, 609]
article-heading: ΟΙ ΕΛΛΗΝΙΚΟΙ ΦΑΡΟΙ ΕΙΣ ΤΗΝ ΚΟΙΝΩΝΙΑ ΤΩΝ ΕΘΝΩΝ bbox=[789, 923, 1034, 956]
bank-rate-row: » ἀποδοτ. μετὰ ἓξ μῆνας 4 ο/ο bbox=[50, 969, 196, 981]
ad-text: Ἀριθ. τηλεφώνου 16-37. bbox=[484, 228, 616, 240]
notice-sign: Ὁ Ὑπουργὸς Συγκοινωνίας bbox=[846, 1125, 977, 1137]
hair-dye-ad bbox=[298, 1220, 780, 1383]
